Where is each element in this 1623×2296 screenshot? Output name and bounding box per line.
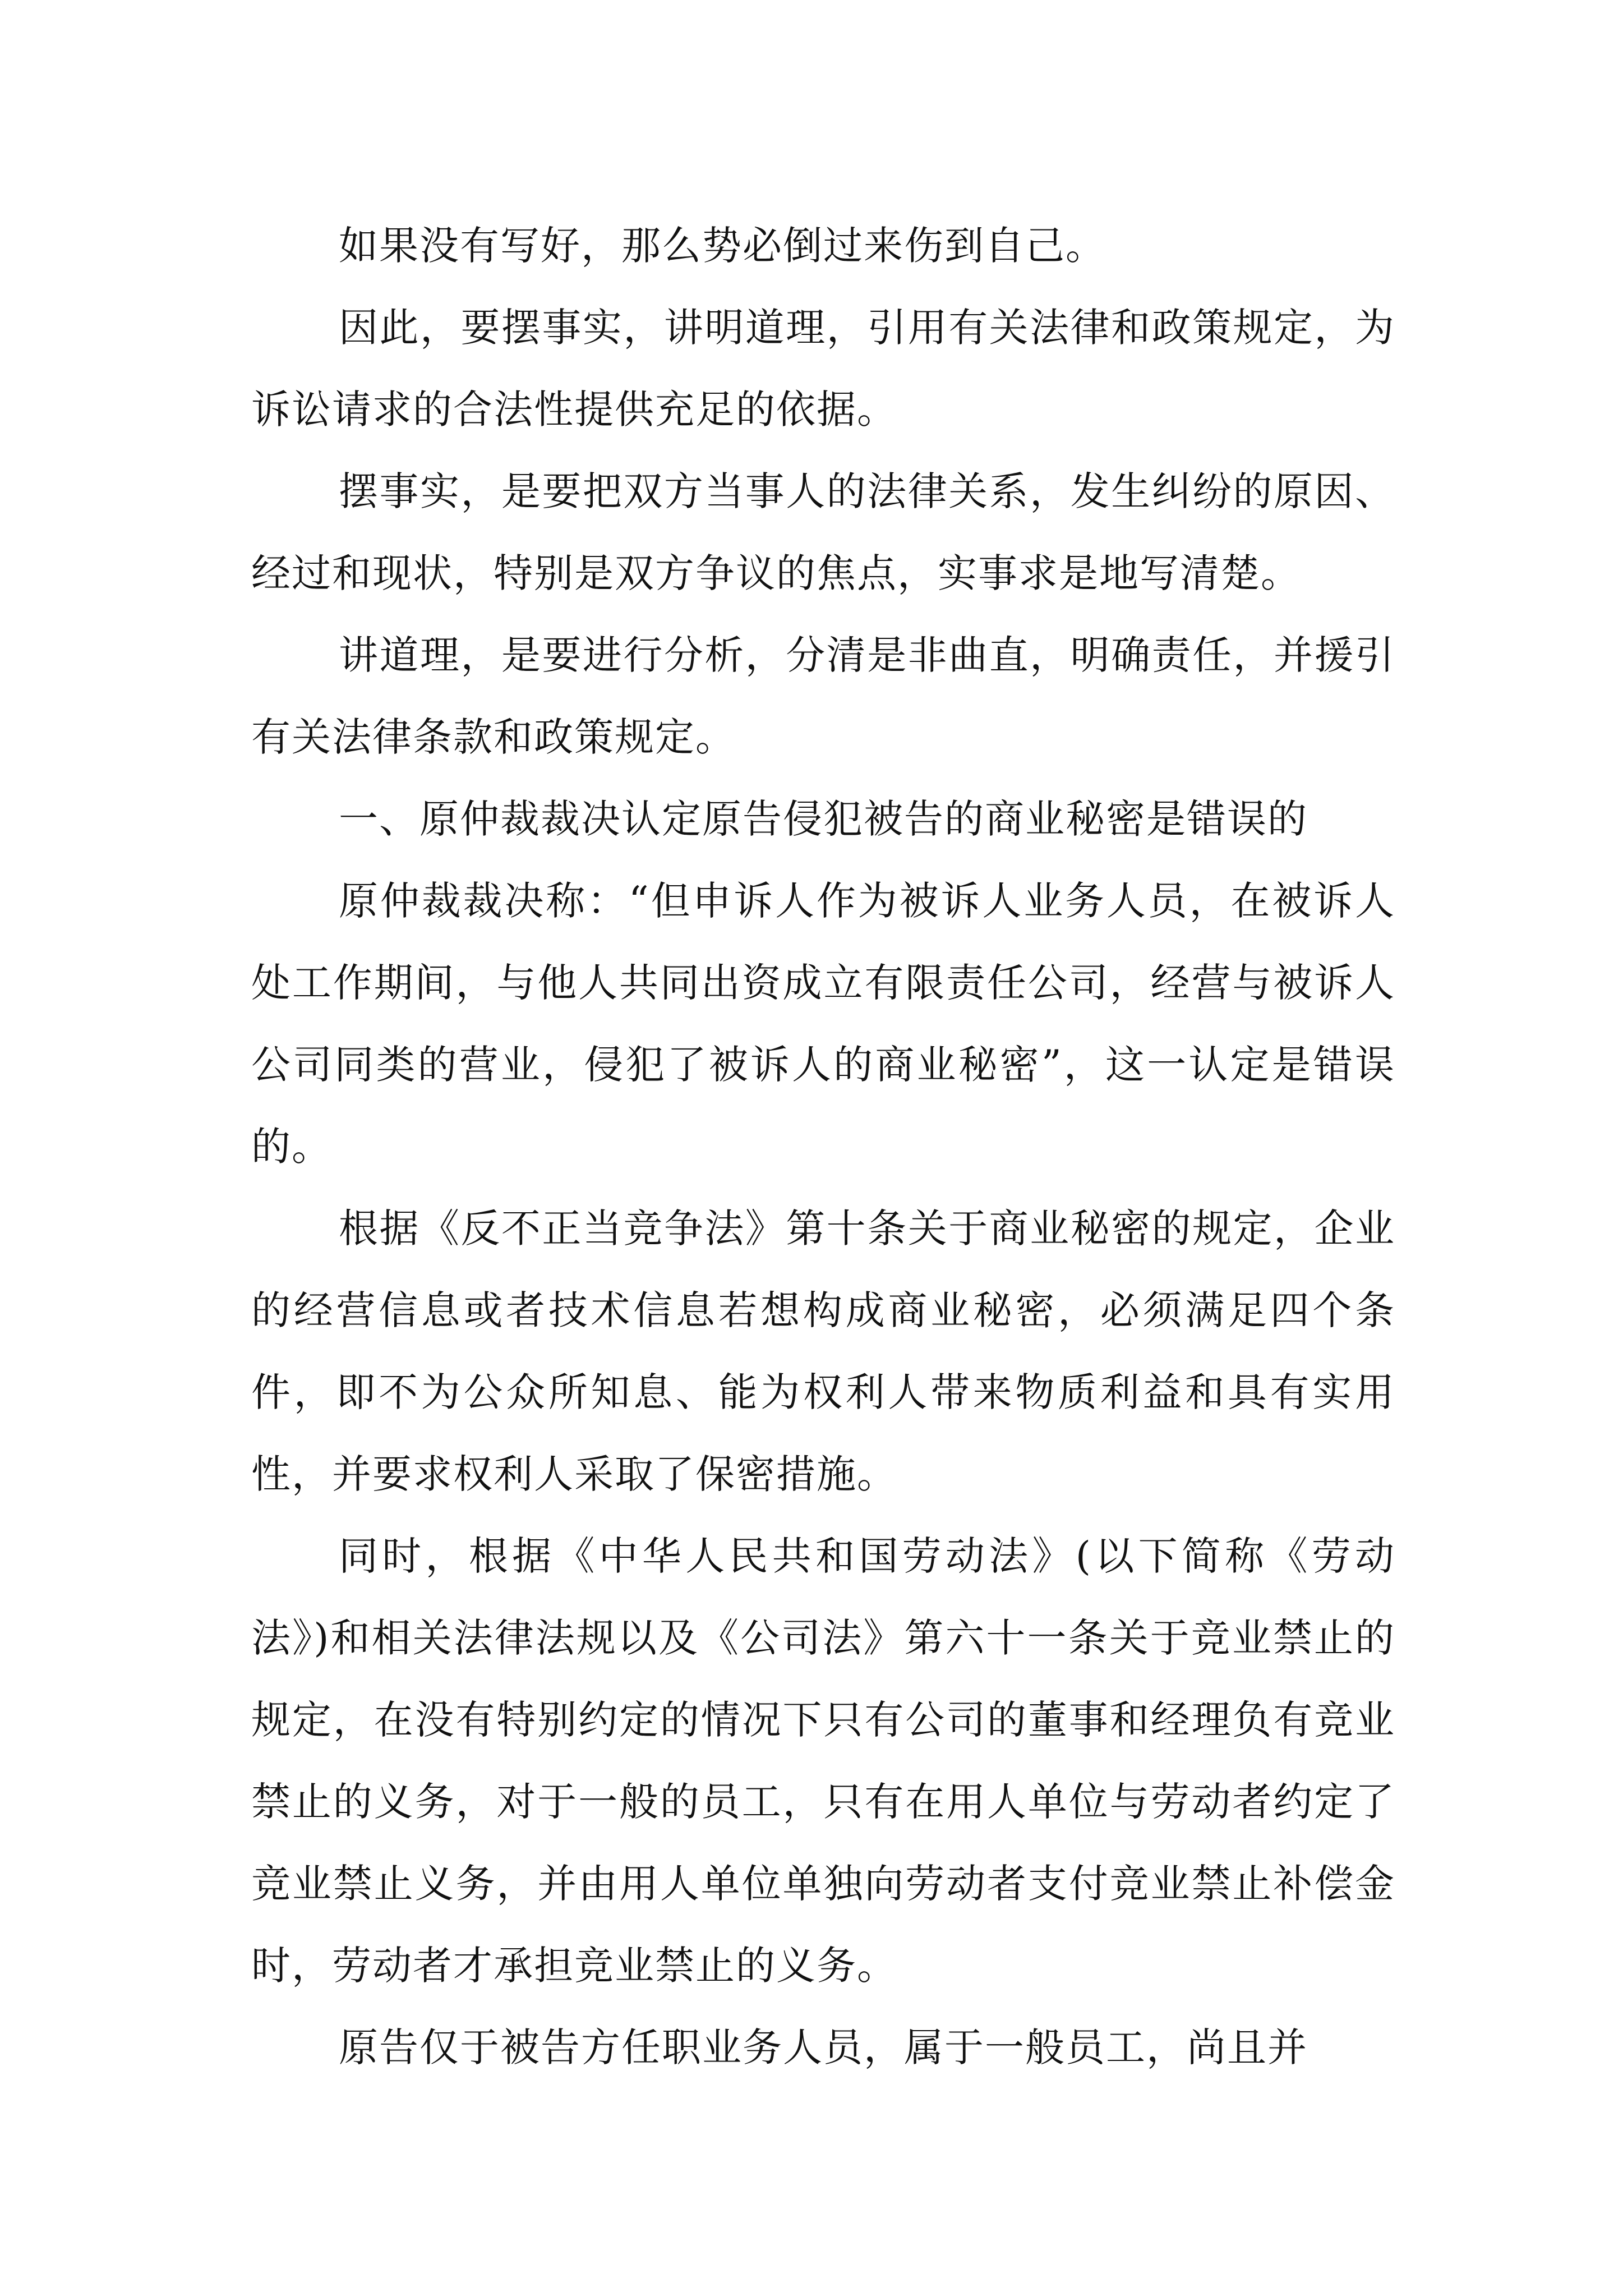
paragraph: 同时，根据《中华人民共和国劳动法》(以下简称《劳动法》)和相关法律法规以及《公司法》第六十一条关于竞业禁止的规定，在没有特别约定的情况下只有公司的董事和经理负有竞业禁止的义务，对于一般的员工，只有在用人单位与劳动者约定了竞业禁止义务，并由用人单位单独向劳动者支付竞业禁止补偿金时，劳动者才承担竞业禁止的义务。 [251,1533,1395,1989]
section-heading: 一、原仲裁裁决认定原告侵犯被告的商业秘密是错误的 [339,796,1308,842]
paragraph: 原告仅于被告方任职业务人员，属于一般员工，尚且并 [339,2024,1308,2070]
document-body [251,205,1395,2088]
paragraph: 根据《反不正当竞争法》第十条关于商业秘密的规定，企业的经营信息或者技术信息若想构成商业秘密，必须满足四个条件，即不为公众所知息、能为权利人带来物质利益和具有实用性，并要求权利人采取了保密措施。 [251,1205,1395,1497]
paragraph: 讲道理，是要进行分析，分清是非曲直，明确责任，并援引有关法律条款和政策规定。 [251,632,1395,760]
paragraph: 如果没有写好，那么势必倒过来伤到自己。 [339,223,1106,269]
paragraph: 摆事实，是要把双方当事人的法律关系，发生纠纷的原因、经过和现状，特别是双方争议的焦点，实事求是地写清楚。 [251,468,1395,596]
paragraph: 原仲裁裁决称：“但申诉人作为被诉人业务人员，在被诉人处工作期间，与他人共同出资成立有限责任公司，经营与被诉人公司同类的营业，侵犯了被诉人的商业秘密”，这一认定是错误的。 [251,878,1395,1170]
paragraph: 因此，要摆事实，讲明道理，引用有关法律和政策规定，为诉讼请求的合法性提供充足的依据。 [251,305,1395,432]
